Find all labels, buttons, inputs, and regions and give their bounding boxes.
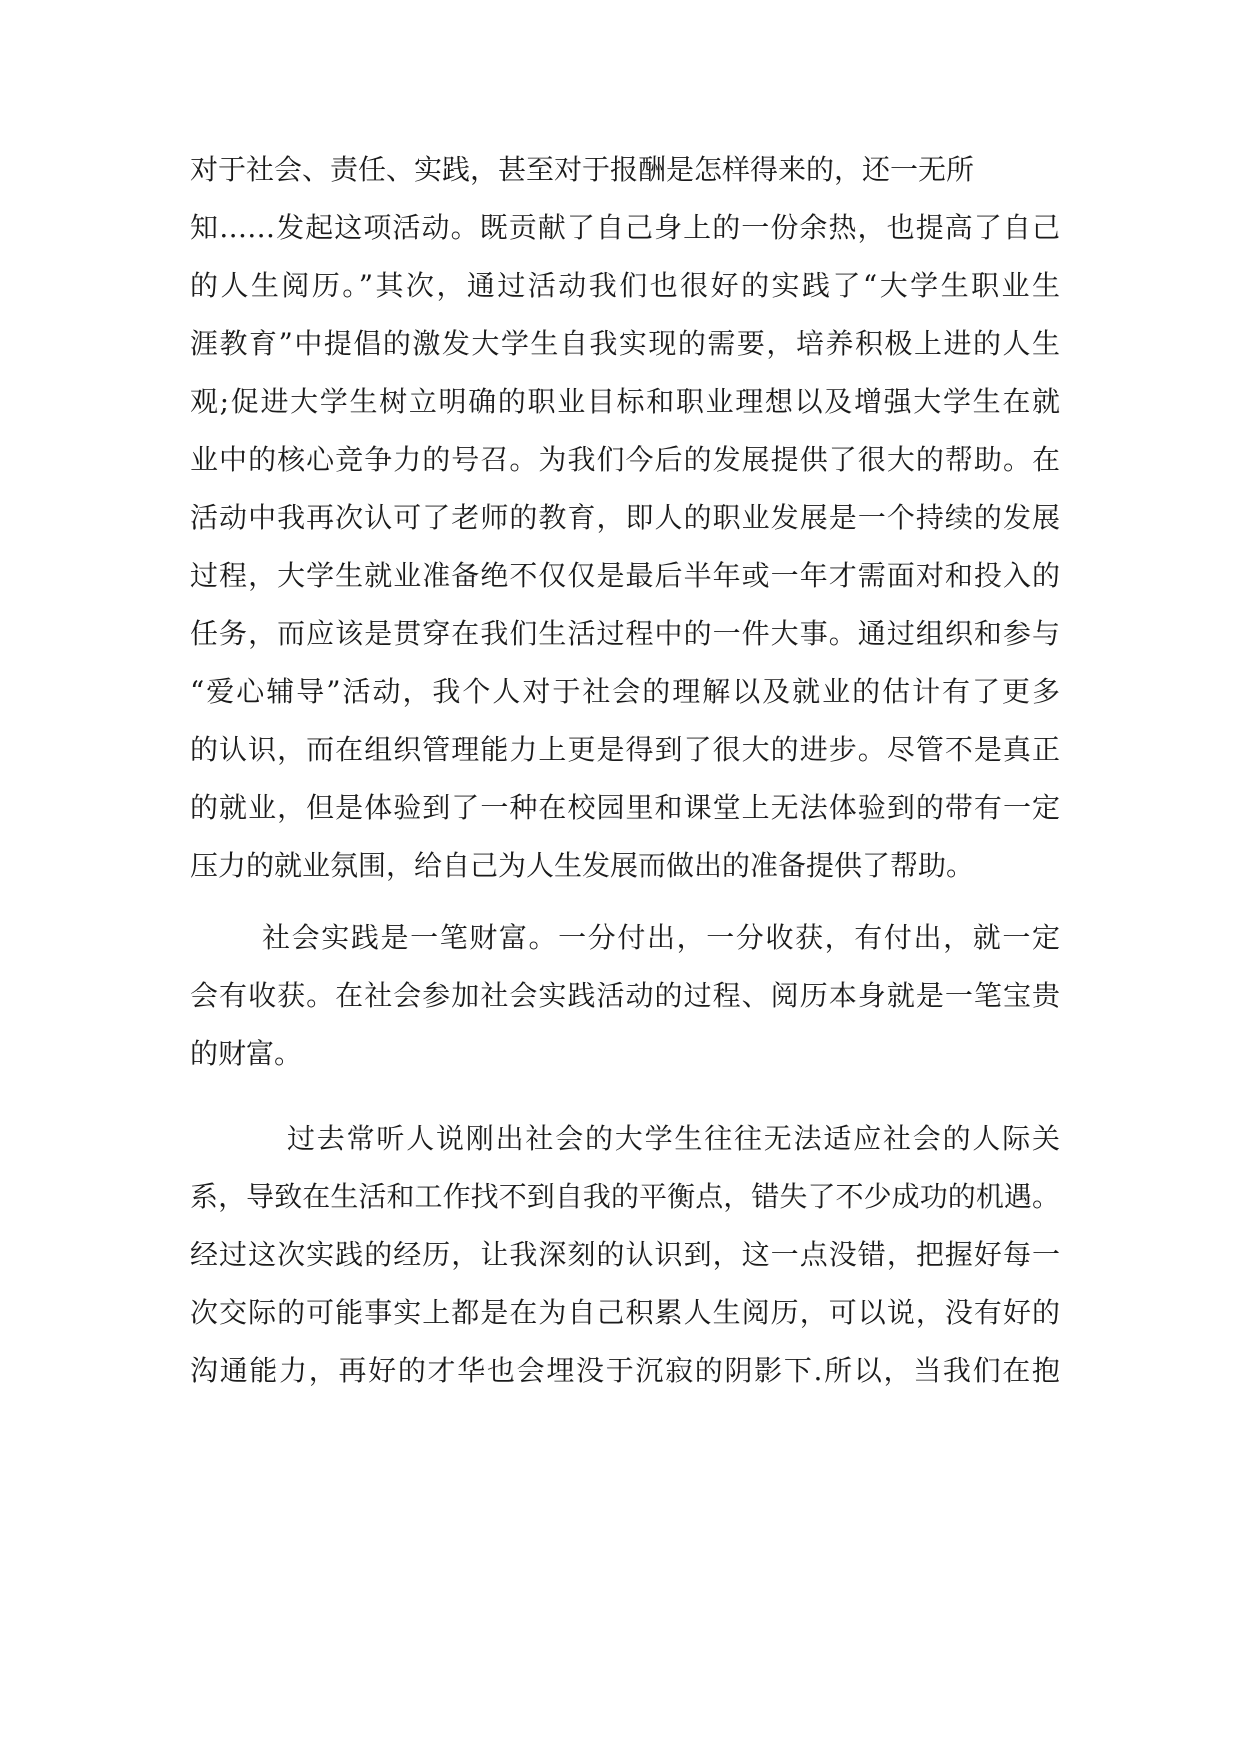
text-line: 涯教育”中提倡的激发大学生自我实现的需要，培养积极上进的人生 [190,327,1060,360]
text-line: 的财富。 [190,1037,303,1070]
text-line: 的人生阅历。”其次，通过活动我们也很好的实践了“大学生职业生 [190,269,1060,302]
text-line: 过去常听人说刚出社会的大学生往往无法适应社会的人际关 [287,1122,1060,1155]
text-line: 知……发起这项活动。既贡献了自己身上的一份余热，也提高了自己 [190,211,1060,244]
text-line: 活动中我再次认可了老师的教育，即人的职业发展是一个持续的发展 [190,501,1060,534]
text-line: “爱心辅导”活动，我个人对于社会的理解以及就业的估计有了更多 [190,675,1060,708]
text-line: 过程，大学生就业准备绝不仅仅是最后半年或一年才需面对和投入的 [190,559,1060,592]
text-line: 经过这次实践的经历，让我深刻的认识到，这一点没错，把握好每一 [190,1238,1060,1271]
text-line: 社会实践是一笔财富。一分付出，一分收获，有付出，就一定 [262,921,1060,954]
text-line: 任务，而应该是贯穿在我们生活过程中的一件大事。通过组织和参与 [190,617,1060,650]
text-line: 系，导致在生活和工作找不到自我的平衡点，错失了不少成功的机遇。 [190,1180,1060,1213]
text-line: 业中的核心竞争力的号召。为我们今后的发展提供了很大的帮助。在 [190,443,1060,476]
text-line: 压力的就业氛围，给自己为人生发展而做出的准备提供了帮助。 [190,849,975,882]
text-line: 沟通能力，再好的才华也会埋没于沉寂的阴影下.所以，当我们在抱 [190,1354,1060,1387]
text-line: 对于社会、责任、实践，甚至对于报酬是怎样得来的，还一无所 [190,153,975,186]
text-line: 次交际的可能事实上都是在为自己积累人生阅历，可以说，没有好的 [190,1296,1060,1329]
text-line: 的认识，而在组织管理能力上更是得到了很大的进步。尽管不是真正 [190,733,1060,766]
text-line: 的就业，但是体验到了一种在校园里和课堂上无法体验到的带有一定 [190,791,1060,824]
text-line: 会有收获。在社会参加社会实践活动的过程、阅历本身就是一笔宝贵 [190,979,1060,1012]
text-line: 观;促进大学生树立明确的职业目标和职业理想以及增强大学生在就 [190,385,1060,418]
